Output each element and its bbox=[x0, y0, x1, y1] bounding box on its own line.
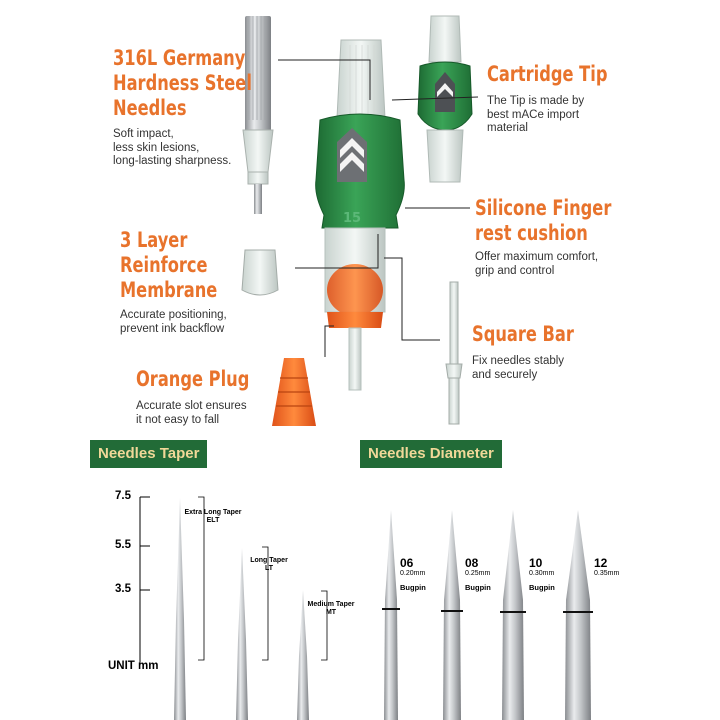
axis-tick-7-5: 7.5 bbox=[115, 490, 131, 502]
diameter-label-06: 06 0.20mm Bugpin bbox=[400, 556, 426, 592]
cartridge-tip-description: The Tip is made by best mACe import material bbox=[487, 95, 585, 134]
cartridge-illustration bbox=[316, 40, 405, 390]
membrane-description: Accurate positioning, prevent ink backflow bbox=[120, 309, 227, 335]
axis-unit: UNIT mm bbox=[108, 660, 159, 672]
diameter-needle-12 bbox=[565, 510, 591, 720]
needles-taper-badge: Needles Taper bbox=[90, 440, 207, 468]
square-bar-illustration bbox=[446, 282, 462, 424]
axis-tick-5-5: 5.5 bbox=[115, 539, 131, 551]
cartridge-size-marking: 15 bbox=[342, 211, 362, 226]
diameter-needle-08 bbox=[443, 510, 461, 720]
taper-label-elt: Extra Long Taper ELT bbox=[184, 509, 242, 524]
taper-label-mt: Medium Taper MT bbox=[307, 601, 355, 616]
diameter-label-12: 12 0.35mm bbox=[594, 556, 620, 577]
diameter-needle-10 bbox=[502, 510, 524, 720]
orange-plug-description: Accurate slot ensures it not easy to fall bbox=[136, 400, 247, 426]
membrane-title: 3 Layer Reinforce Membrane bbox=[120, 228, 218, 302]
cartridge-tip-title: Cartridge Tip bbox=[487, 62, 608, 86]
orange-plug-illustration bbox=[272, 358, 316, 426]
taper-needles bbox=[174, 498, 309, 720]
taper-needle-lt bbox=[236, 548, 248, 720]
needles-description: Soft impact, less skin lesions, long-lasting sharpness. bbox=[113, 128, 232, 167]
silicone-title: Silicone Finger rest cushion bbox=[475, 196, 612, 245]
diameter-needle-06 bbox=[384, 510, 398, 720]
needles-title: 316L Germany Hardness Steel Needles bbox=[113, 46, 252, 120]
square-bar-title: Square Bar bbox=[472, 322, 574, 346]
silicone-description: Offer maximum comfort, grip and control bbox=[475, 251, 599, 277]
needles-diameter-badge: Needles Diameter bbox=[360, 440, 502, 468]
diameter-needles bbox=[384, 510, 591, 720]
taper-needle-elt bbox=[174, 498, 186, 720]
square-bar-description: Fix needles stably and securely bbox=[472, 355, 565, 381]
diameter-label-10: 10 0.30mm Bugpin bbox=[529, 556, 555, 592]
membrane-illustration bbox=[242, 250, 278, 295]
diameter-label-08: 08 0.25mm Bugpin bbox=[465, 556, 491, 592]
orange-plug-title: Orange Plug bbox=[136, 367, 250, 391]
taper-label-lt: Long Taper LT bbox=[250, 557, 288, 572]
axis-tick-3-5: 3.5 bbox=[115, 583, 131, 595]
